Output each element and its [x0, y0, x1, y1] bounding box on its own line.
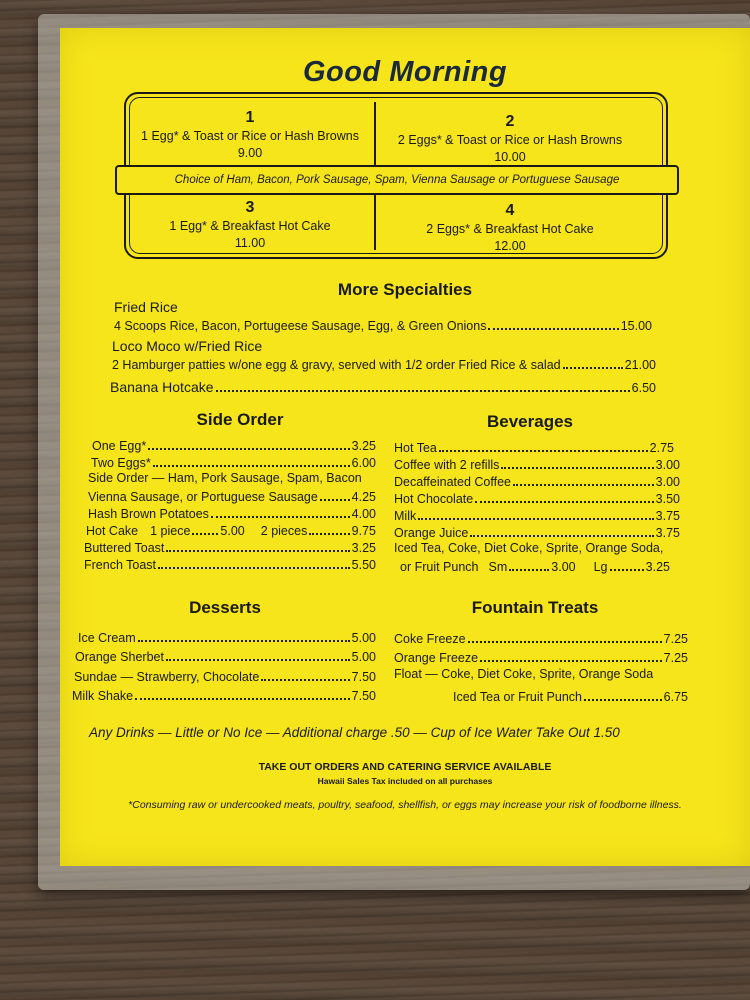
- item-price: 3.00: [655, 458, 680, 472]
- item-price: 5.50: [351, 558, 376, 572]
- list-item: [72, 645, 376, 665]
- list-item: [84, 504, 376, 521]
- list-item: [84, 453, 376, 470]
- choice-banner: Choice of Ham, Bacon, Pork Sausage, Spam, Vienna Sausage or Portuguese Sausage: [115, 165, 679, 195]
- menu-sheet: [60, 28, 750, 866]
- combo-desc: 2 Eggs* & Toast or Rice or Hash Browns: [397, 133, 623, 147]
- leader-dots: [138, 640, 350, 642]
- desserts-list: [72, 625, 376, 703]
- leader-dots: [468, 641, 662, 643]
- list-item: [394, 489, 680, 506]
- combo-price: 10.00: [494, 150, 526, 164]
- leader-dots: [166, 550, 349, 552]
- item-price: 3.00: [551, 560, 576, 574]
- item-price: 7.25: [663, 631, 688, 646]
- specialties-heading: More Specialties: [337, 280, 473, 299]
- item-price: 5.00: [351, 650, 376, 664]
- item-price: 3.75: [655, 526, 680, 540]
- item-option: 1 piece: [150, 524, 191, 538]
- combo-desc: 1 Egg* & Breakfast Hot Cake: [169, 219, 331, 233]
- item-price: 4.25: [351, 490, 376, 504]
- item-price: 15.00: [620, 319, 652, 333]
- drinks-note: Any Drinks — Little or No Ice — Additional charge .50 — Cup of Ice Water Take Out 1.50: [89, 725, 620, 740]
- item-label: French Toast: [84, 558, 157, 572]
- item-label: Hot Chocolate: [394, 492, 474, 506]
- leader-dots: [475, 501, 653, 503]
- leader-dots: [418, 518, 653, 520]
- combo-4: [380, 201, 640, 255]
- item-price: 3.25: [351, 541, 376, 555]
- size-label: Sm: [488, 560, 508, 574]
- loco-moco-name: Loco Moco w/Fried Rice: [112, 338, 263, 354]
- leader-dots: [509, 569, 549, 571]
- combo-number: 2: [505, 113, 515, 130]
- leader-dots: [439, 450, 648, 452]
- item-price: 3.25: [645, 560, 670, 574]
- leader-dots: [320, 499, 350, 501]
- fountain-heading: Fountain Treats: [471, 598, 599, 617]
- item-label: Vienna Sausage, or Portuguese Sausage: [88, 490, 318, 504]
- combo-price: 9.00: [237, 146, 263, 160]
- list-item: [394, 626, 688, 646]
- item-name: Banana Hotcake: [110, 379, 214, 395]
- item-label: or Fruit Punch: [400, 560, 479, 574]
- beverages-list: [394, 438, 680, 574]
- combo-1: [120, 108, 380, 162]
- item-label: Orange Sherbet: [75, 650, 164, 664]
- item-price: 3.75: [655, 509, 680, 523]
- leader-dots: [216, 390, 630, 392]
- item-price: 3.25: [351, 439, 376, 453]
- item-price: 21.00: [624, 358, 656, 372]
- list-item: [84, 487, 376, 504]
- item-label: Milk Shake: [72, 689, 134, 703]
- item-price: 5.00: [220, 524, 245, 538]
- combo-number: 4: [505, 202, 515, 219]
- item-price: 3.50: [655, 492, 680, 506]
- list-item: [394, 506, 680, 523]
- list-item: Iced Tea, Coke, Diet Coke, Sprite, Orange Soda,: [394, 541, 664, 555]
- item-price: 3.00: [655, 475, 680, 489]
- item-price: 9.75: [351, 524, 376, 538]
- list-item: [394, 557, 680, 574]
- list-item: Side Order — Ham, Pork Sausage, Spam, Bacon: [88, 471, 362, 485]
- item-desc: 4 Scoops Rice, Bacon, Portugeese Sausage, Egg, & Green Onions: [114, 319, 487, 333]
- list-item: [84, 521, 376, 538]
- page-title: Good Morning: [302, 56, 508, 88]
- item-label: Ice Cream: [78, 630, 136, 645]
- item-label: Coke Freeze: [394, 631, 466, 646]
- item-label: Hash Brown Potatoes: [88, 507, 209, 521]
- item-label: Sundae — Strawberry, Chocolate: [74, 669, 260, 684]
- item-desc: 2 Hamburger patties w/one egg & gravy, served with 1/2 order Fried Rice & salad: [112, 358, 561, 372]
- side-order-list: [84, 436, 376, 572]
- banana-hotcake-row: [110, 379, 656, 395]
- combo-number: 1: [245, 109, 255, 126]
- list-item: [394, 438, 680, 455]
- item-price: 7.25: [663, 651, 688, 665]
- item-label: Milk: [394, 509, 417, 523]
- leader-dots: [584, 699, 662, 701]
- list-item: [72, 664, 376, 684]
- list-item: [84, 436, 376, 453]
- leader-dots: [211, 516, 350, 518]
- leader-dots: [488, 328, 618, 330]
- leader-dots: [610, 569, 644, 571]
- leader-dots: [501, 467, 653, 469]
- list-item: [394, 523, 680, 540]
- list-item: [394, 646, 688, 666]
- leader-dots: [309, 533, 349, 535]
- item-label: One Egg*: [92, 439, 147, 453]
- leader-dots: [470, 535, 653, 537]
- desserts-heading: Desserts: [189, 598, 261, 617]
- fried-rice-name: Fried Rice: [114, 299, 178, 315]
- item-price: 7.50: [351, 669, 376, 684]
- item-price: 6.00: [351, 456, 376, 470]
- item-price: 4.00: [351, 507, 376, 521]
- list-item: [394, 455, 680, 472]
- leader-dots: [135, 698, 350, 700]
- item-label: Iced Tea or Fruit Punch: [453, 690, 583, 704]
- item-price: 6.50: [631, 381, 656, 395]
- item-label: Hot Tea: [394, 441, 437, 455]
- fountain-list: [394, 626, 688, 704]
- item-label: Orange Juice: [394, 526, 469, 540]
- side-order-heading: Side Order: [196, 410, 284, 429]
- leader-dots: [192, 533, 218, 535]
- item-label: Two Eggs*: [91, 456, 151, 470]
- list-item: [72, 625, 376, 645]
- item-price: 5.00: [351, 630, 376, 645]
- combo-price: 11.00: [234, 236, 266, 250]
- combo-price: 12.00: [494, 239, 526, 253]
- combo-2: [380, 112, 640, 166]
- leader-dots: [158, 567, 350, 569]
- tax-notice: Hawaii Sales Tax included on all purchases: [317, 776, 493, 786]
- combo-desc: 1 Egg* & Toast or Rice or Hash Browns: [141, 129, 359, 143]
- item-option: 2 pieces: [260, 524, 308, 538]
- fried-rice-row: [114, 319, 652, 333]
- beverages-heading: Beverages: [486, 412, 573, 431]
- leader-dots: [148, 448, 349, 450]
- leader-dots: [261, 679, 349, 681]
- list-item: [84, 555, 376, 572]
- list-item: [72, 684, 376, 704]
- item-price: 2.75: [649, 441, 674, 455]
- takeout-notice: TAKE OUT ORDERS AND CATERING SERVICE AVAILABLE: [258, 761, 552, 773]
- combo-desc: 2 Eggs* & Breakfast Hot Cake: [426, 222, 594, 236]
- combo-number: 3: [245, 199, 255, 216]
- list-item: [394, 685, 688, 705]
- leader-dots: [153, 465, 350, 467]
- item-price: 6.75: [663, 690, 688, 704]
- loco-moco-row: [112, 358, 656, 372]
- list-item: Float — Coke, Diet Coke, Sprite, Orange Soda: [394, 667, 654, 681]
- leader-dots: [166, 659, 350, 661]
- leader-dots: [513, 484, 654, 486]
- item-label: Decaffeinated Coffee: [394, 475, 511, 489]
- leader-dots: [563, 367, 623, 369]
- list-item: [84, 538, 376, 555]
- item-label: Coffee with 2 refills: [394, 458, 500, 472]
- list-item: [394, 472, 680, 489]
- leader-dots: [480, 660, 662, 662]
- item-label: Hot Cake: [86, 524, 139, 538]
- item-label: Orange Freeze: [394, 651, 479, 665]
- item-price: 7.50: [351, 689, 376, 703]
- combo-3: [120, 198, 380, 252]
- size-label: Lg: [593, 560, 608, 574]
- food-warning: *Consuming raw or undercooked meats, poultry, seafood, shellfish, or eggs may increase your risk of foodborne illness.: [128, 799, 682, 811]
- item-label: Buttered Toast: [84, 541, 165, 555]
